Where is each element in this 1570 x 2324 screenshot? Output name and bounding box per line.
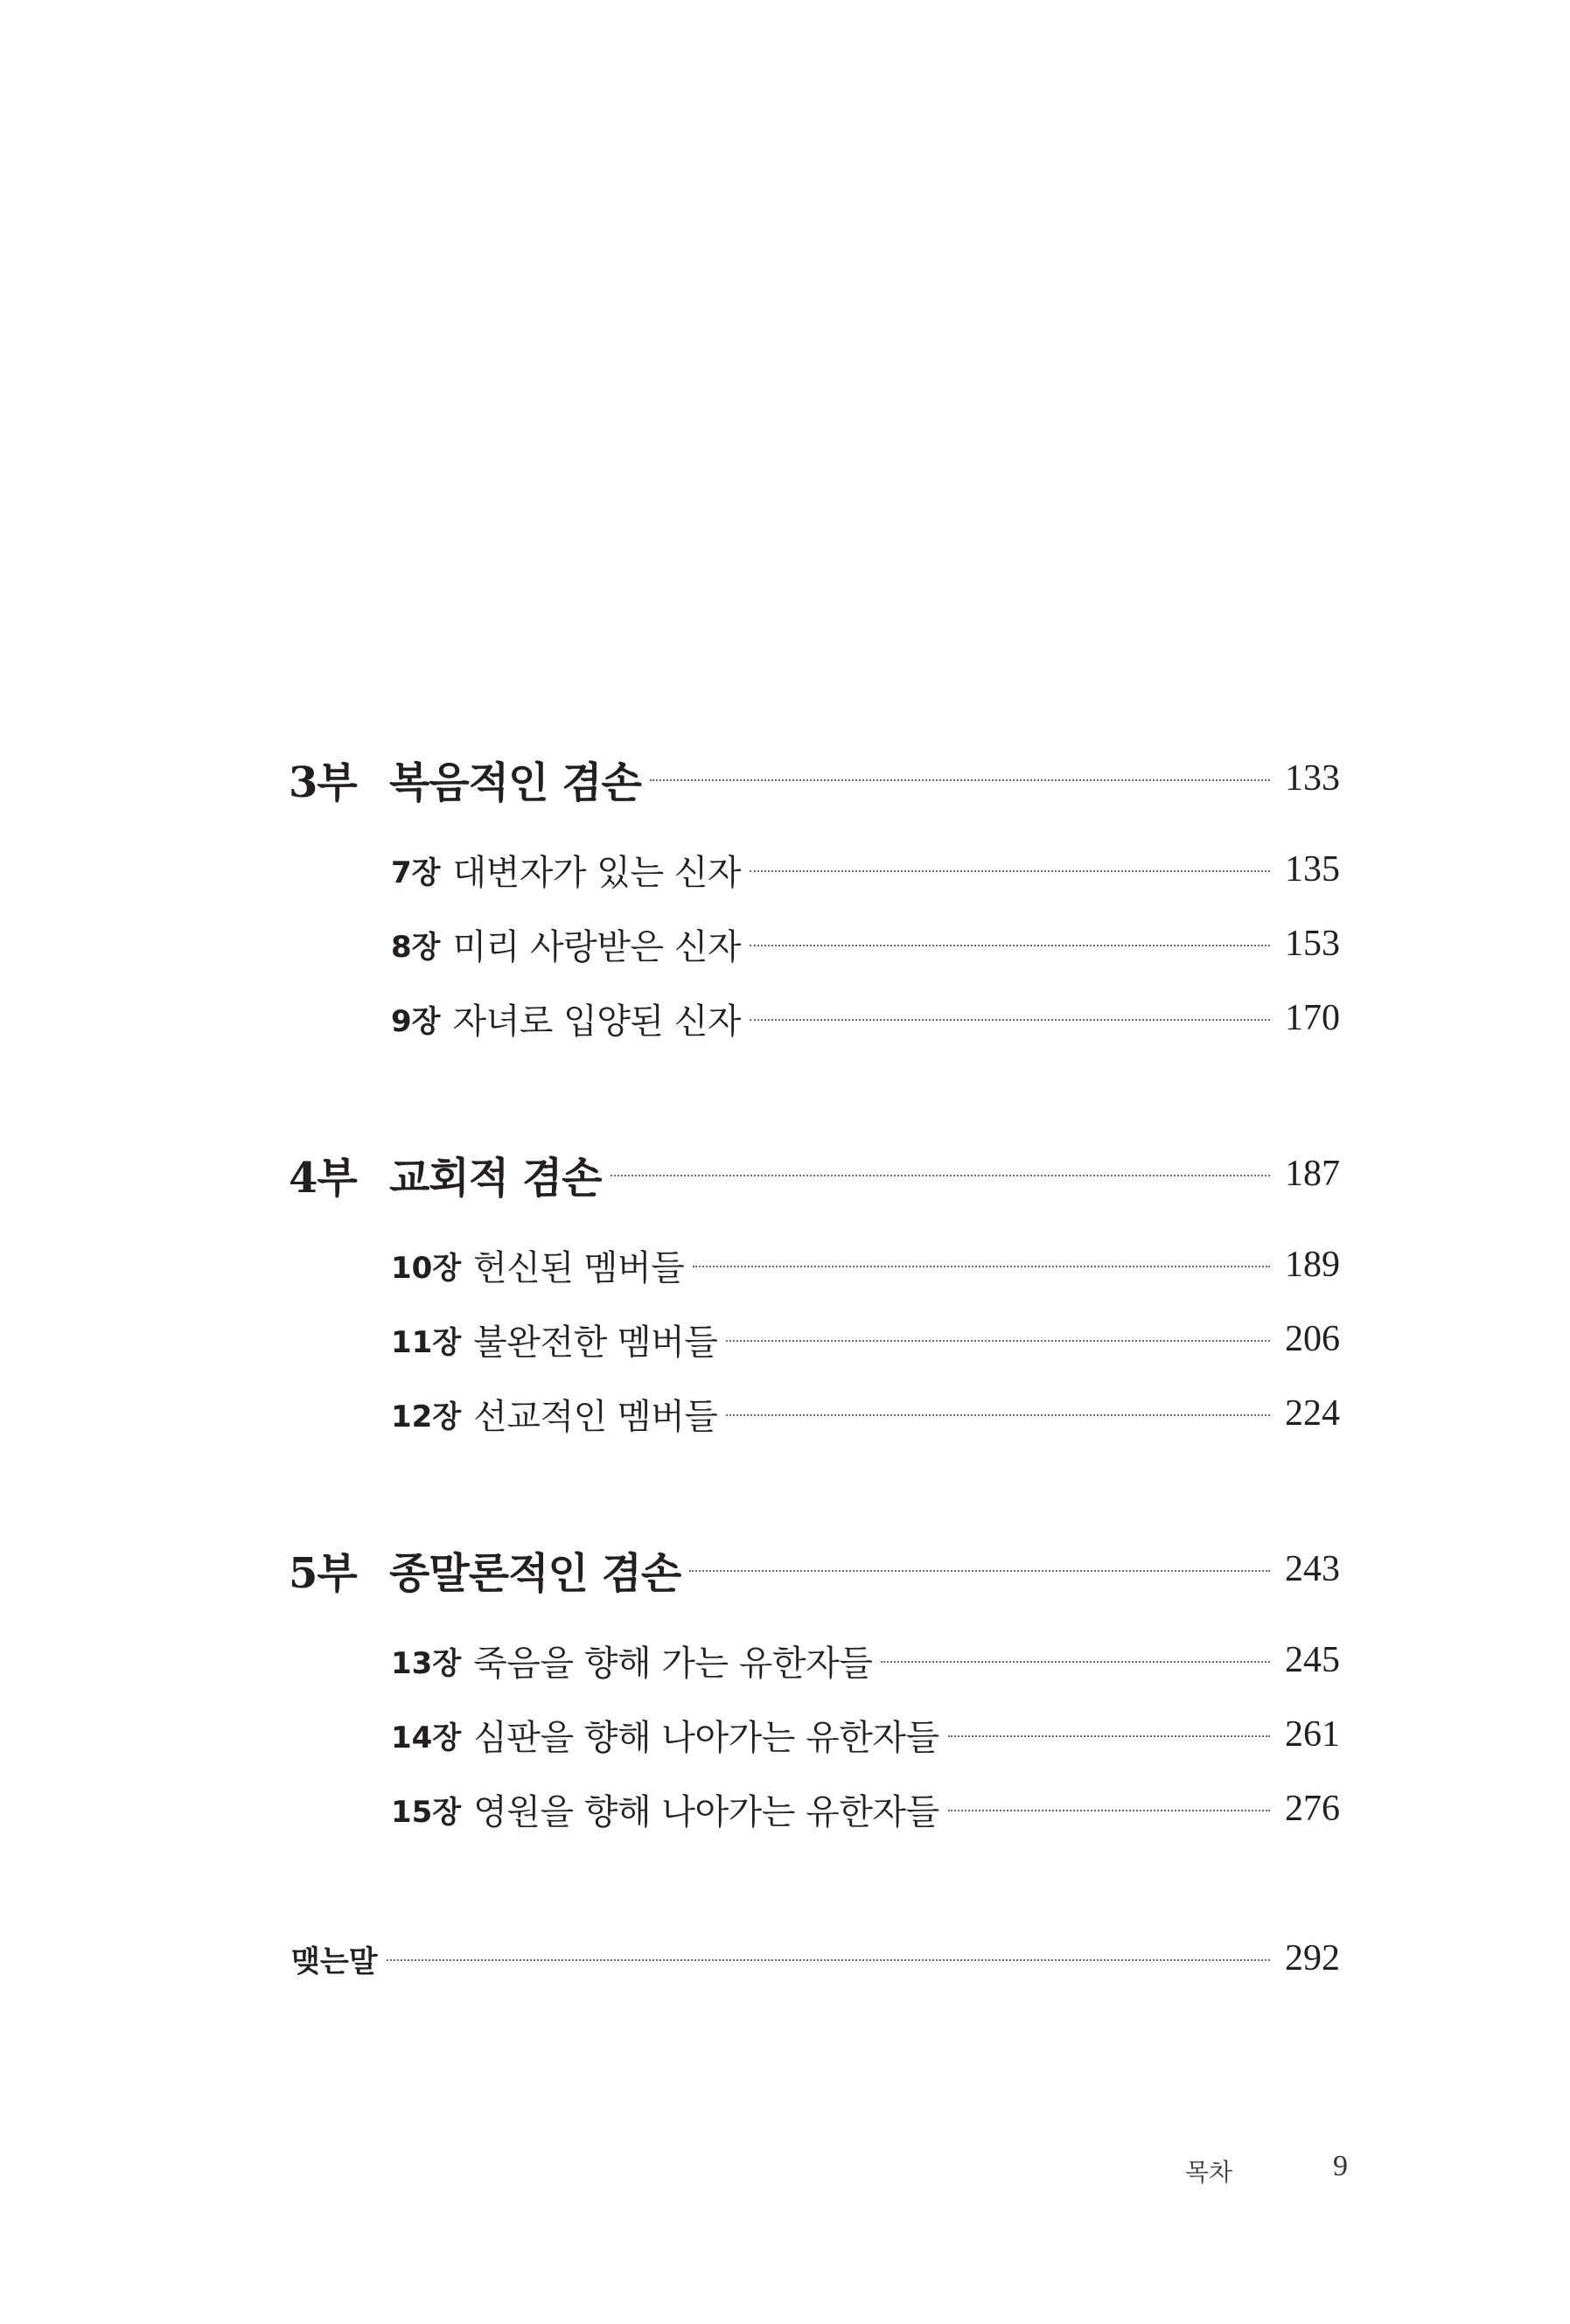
dot-leader [689,1570,1270,1572]
dot-leader [387,1959,1270,1961]
dot-leader [726,1340,1270,1342]
toc-part-4 [0,1139,1570,1209]
toc-part-3 [0,743,1570,813]
chapter-title: 자녀로 입양된 신자 [452,1001,742,1042]
part-title: 종말론적인 겸손 [389,1548,681,1598]
dot-leader [650,779,1270,781]
dot-leader [948,1735,1270,1737]
chapter-number: 9장 [391,1003,441,1039]
page-number: 224 [1285,1393,1340,1434]
page-number: 292 [1285,1938,1340,1979]
chapter-title: 대변자가 있는 신자 [452,852,742,893]
dot-leader [726,1414,1270,1416]
toc-chapter-8 [0,909,1570,979]
dot-leader [611,1175,1270,1176]
chapter-title: 죽음을 향해 가는 유한자들 [473,1643,873,1684]
page-number: 187 [1285,1154,1340,1194]
chapter-title: 헌신된 멤버들 [473,1247,685,1288]
page-number: 245 [1285,1640,1340,1680]
page-number: 133 [1285,758,1340,799]
toc-part-5 [0,1534,1570,1604]
chapter-number: 10장 [391,1250,462,1286]
toc-chapter-13 [0,1625,1570,1695]
chapter-number: 7장 [391,855,441,890]
chapter-title: 선교적인 멤버들 [473,1396,718,1437]
toc-chapter-14 [0,1699,1570,1769]
dot-leader [948,1810,1270,1811]
dot-leader [750,1019,1270,1021]
chapter-number: 12장 [391,1399,462,1434]
page-number: 189 [1285,1245,1340,1285]
page-number: 276 [1285,1789,1340,1829]
toc-chapter-11 [0,1304,1570,1374]
toc-chapter-9 [0,983,1570,1053]
chapter-number: 13장 [391,1645,462,1681]
epilogue-title: 맺는말 [291,1944,378,1979]
chapter-number: 11장 [391,1324,462,1360]
chapter-number: 14장 [391,1720,462,1755]
chapter-title: 영원을 향해 나아가는 유한자들 [473,1791,939,1832]
toc-chapter-7 [0,834,1570,904]
page-number: 153 [1285,924,1340,964]
page-number: 206 [1285,1319,1340,1359]
page-number: 135 [1285,849,1340,890]
part-title: 복음적인 겸손 [389,757,641,807]
running-footer-label: 목차 [1185,2158,1233,2187]
dot-leader [693,1266,1270,1267]
dot-leader [750,870,1270,872]
dot-leader [881,1661,1270,1663]
part-number: 5부 [289,1548,357,1598]
part-number: 3부 [289,757,357,807]
chapter-title: 심판을 향해 나아가는 유한자들 [473,1717,939,1758]
toc-chapter-10 [0,1230,1570,1300]
folio-page-number: 9 [1333,2150,1348,2182]
chapter-title: 미리 사랑받은 신자 [452,926,742,967]
page-number: 261 [1285,1714,1340,1755]
chapter-number: 8장 [391,929,441,965]
part-number: 4부 [289,1153,357,1203]
toc-chapter-12 [0,1378,1570,1448]
toc-chapter-15 [0,1774,1570,1844]
chapter-number: 15장 [391,1794,462,1830]
part-title: 교회적 겸손 [389,1153,602,1203]
page-number: 170 [1285,998,1340,1038]
toc-epilogue [0,1923,1570,1993]
page-number: 243 [1285,1549,1340,1589]
dot-leader [750,945,1270,946]
chapter-title: 불완전한 멤버들 [473,1322,718,1363]
